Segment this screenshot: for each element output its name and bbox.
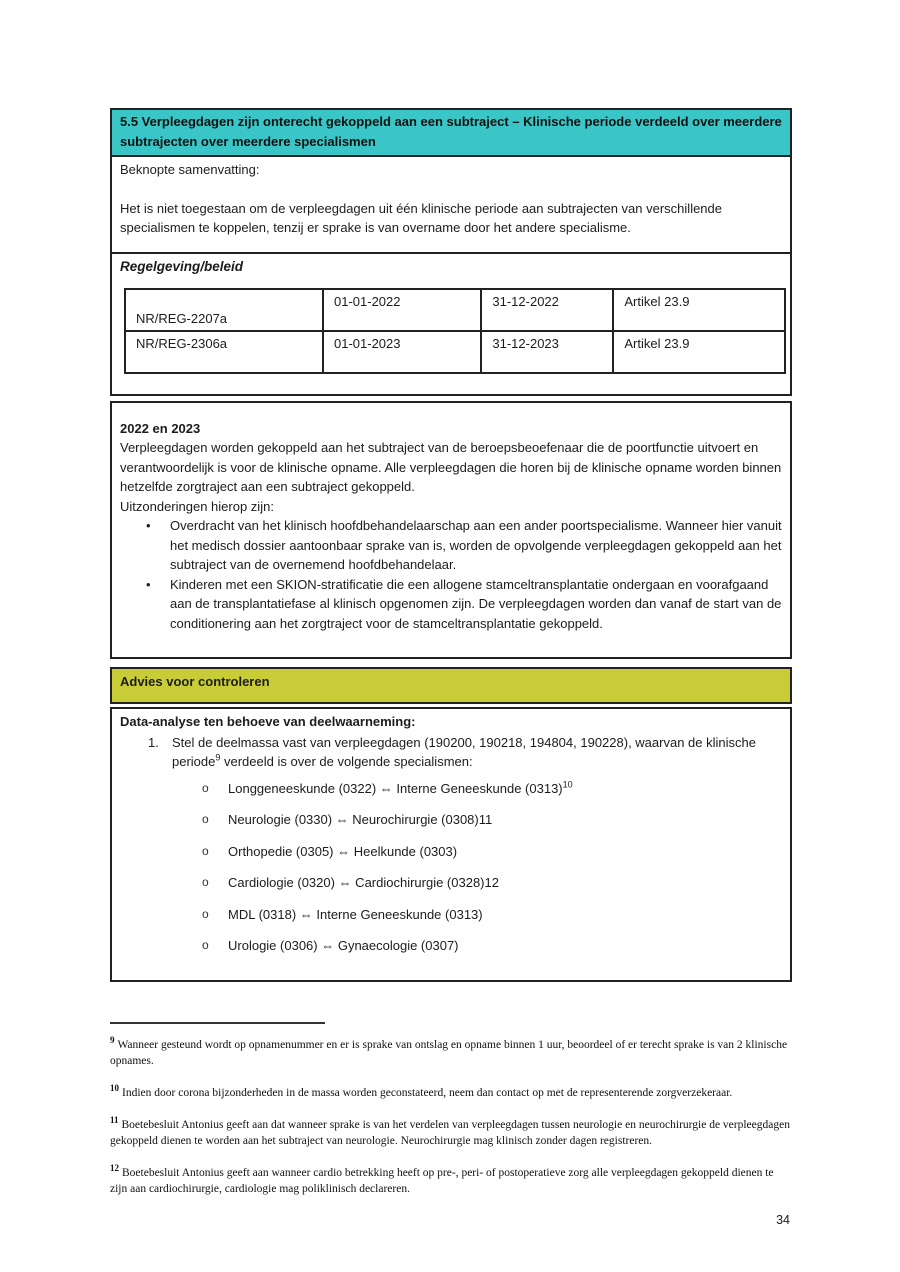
policy-bullet-list (120, 516, 782, 633)
specialism-item (120, 842, 782, 862)
circle-bullet-marker: o (202, 875, 209, 889)
circle-bullet-marker: o (202, 812, 209, 826)
footnote (110, 1162, 792, 1197)
policy-section (110, 401, 792, 660)
page-number: 34 (776, 1212, 790, 1227)
specialism-text: Neurologie (0330) ⇔ Neurochirurgie (0308)11 (228, 812, 493, 827)
policy-heading: 2022 en 2023 (120, 420, 201, 436)
footnote-number: 10 (110, 1082, 119, 1093)
regulation-heading: Regelgeving/beleid (120, 258, 244, 274)
footnote-ref-9: 9 (215, 752, 221, 763)
bullet-text: Overdracht van het klinisch hoofdbehandelaarschap aan een ander poortspecialisme. Wanneer hier vanuit het medisch dossier aantoonbaar sprake van is, worden de opvolgende verpleegdagen gekoppeld aan het subtraject van de overnemend hoofdbehandelaar. (170, 518, 782, 572)
section-table (110, 108, 792, 396)
footnote-number: 11 (110, 1114, 119, 1125)
footnote-number: 12 (110, 1162, 119, 1173)
specialism-list (120, 779, 782, 956)
regulation-section (112, 252, 790, 394)
footnote-ref-10: 10 (562, 779, 573, 790)
regulation-table (124, 288, 786, 374)
footnote-text: Indien door corona bijzonderheden in de massa worden geconstateerd, neem dan contact op met de representerende zorgverzekeraar. (122, 1086, 733, 1099)
footnote-number: 9 (110, 1034, 115, 1045)
policy-bullet-item (120, 516, 782, 575)
regulation-cell-article: Artikel 23.9 (613, 331, 785, 373)
regulation-cell-start-date: 01-01-2022 (323, 289, 481, 331)
specialism-text: MDL (0318) ⇔ Interne Geneeskunde (0313) (228, 906, 483, 922)
analysis-section (110, 707, 792, 982)
regulation-cell-start-date: 01-01-2023 (323, 331, 481, 373)
specialism-text: Urologie (0306) ⇔ Gynaecologie (0307) (228, 938, 459, 953)
footnote (110, 1082, 792, 1101)
summary-body: Het is niet toegestaan om de verpleegdagen uit één klinische periode aan subtrajecten van verschillende specialismen te koppelen, tenzij er sprake is van overname door het andere specialisme. (120, 200, 722, 235)
step-number: 1. (148, 734, 159, 750)
summary-section (112, 155, 790, 252)
bullet-marker: • (146, 518, 151, 533)
bullet-text: Kinderen met een SKION-stratificatie die een allogene stamceltransplantatie ondergaan en voorafgaand aan de transplantatiefase al klinisch opgenomen zijn. De verpleegdagen worden dan vanaf de start van de conditionering aan het zorgtraject voor de stamceltransplantatie gekoppeld. (170, 576, 782, 631)
specialism-item (120, 873, 782, 893)
footnote-text: Boetebesluit Antonius geeft aan wanneer cardio betrekking heeft op pre-, peri- of postoperatieve zorg alle verpleegdagen gekoppeld dienen te zijn aan cardiochirurgie, cardiologie mag poliklinisch declareren. (110, 1166, 774, 1195)
policy-bullet-item (120, 575, 782, 634)
specialism-item (120, 810, 782, 830)
analysis-heading: Data-analyse ten behoeve van deelwaarneming: (120, 714, 416, 729)
page-content (110, 108, 792, 1227)
footnote-text: Wanneer gesteund wordt op opnamenummer en er is sprake van ontslag en opname binnen 1 uur, beoordeel of er terecht sprake is van 2 klinische opnames. (110, 1038, 788, 1067)
regulation-row (125, 331, 785, 373)
bullet-marker: • (146, 576, 151, 592)
footnote (110, 1034, 792, 1069)
regulation-row (125, 289, 785, 331)
footnote-text: Boetebesluit Antonius geeft aan dat wanneer sprake is van het verdelen van verpleegdagen tussen neurologie en neurochirurgie de verpleegdagen gekoppeld dienen te worden aan het subtraject van neurologie. Neurochirurgie mag klinisch zonder dagen registreren. (110, 1118, 790, 1147)
step-text: Stel de deelmassa vast van verpleegdagen (190200, 190218, 194804, 190228), waarvan de klinische periode$^9$ verdeeld is over de volgende specialismen: (172, 734, 756, 769)
policy-paragraph: Verpleegdagen worden gekoppeld aan het subtraject van de beroepsbeoefenaar die de poortfunctie uitvoert en verantwoordelijk is voor de klinische opname. Alle verpleegdagen die horen bij de klinische opname worden binnen hetzelfde zorgtraject aan een subtraject gekoppeld. (120, 440, 782, 494)
footnote-area (110, 1022, 792, 1197)
specialism-item (120, 936, 782, 956)
section-title-banner: 5.5 Verpleegdagen zijn onterecht gekoppeld aan een subtraject – Klinische periode verdeeld over meerdere subtrajecten over meerdere specialismen (112, 110, 790, 155)
specialism-text: Orthopedie (0305) ⇔ Heelkunde (0303) (228, 843, 458, 859)
circle-bullet-marker: o (202, 938, 209, 952)
summary-heading: Beknopte samenvatting: (120, 162, 260, 177)
circle-bullet-marker: o (202, 843, 209, 858)
policy-exceptions-intro: Uitzonderingen hierop zijn: (120, 498, 274, 514)
footnote (110, 1114, 792, 1149)
specialism-text: Longgeneeskunde (0322) ⇔ Interne Geneeskunde (0313) (228, 780, 563, 796)
circle-bullet-marker: o (202, 780, 209, 795)
regulation-cell-code: NR/REG-2306a (125, 331, 323, 373)
circle-bullet-marker: o (202, 906, 209, 921)
regulation-cell-code: NR/REG-2207a (125, 289, 323, 331)
regulation-cell-end-date: 31-12-2023 (481, 331, 613, 373)
advice-banner: Advies voor controleren (110, 667, 792, 704)
regulation-cell-end-date: 31-12-2022 (481, 289, 613, 331)
specialism-item (120, 779, 782, 799)
regulation-cell-article: Artikel 23.9 (613, 289, 785, 331)
specialism-text: Cardiologie (0320) ⇔ Cardiochirurgie (0328)12 (228, 875, 499, 890)
specialism-item (120, 905, 782, 925)
footnote-separator (110, 1022, 325, 1024)
analysis-step (120, 733, 782, 772)
